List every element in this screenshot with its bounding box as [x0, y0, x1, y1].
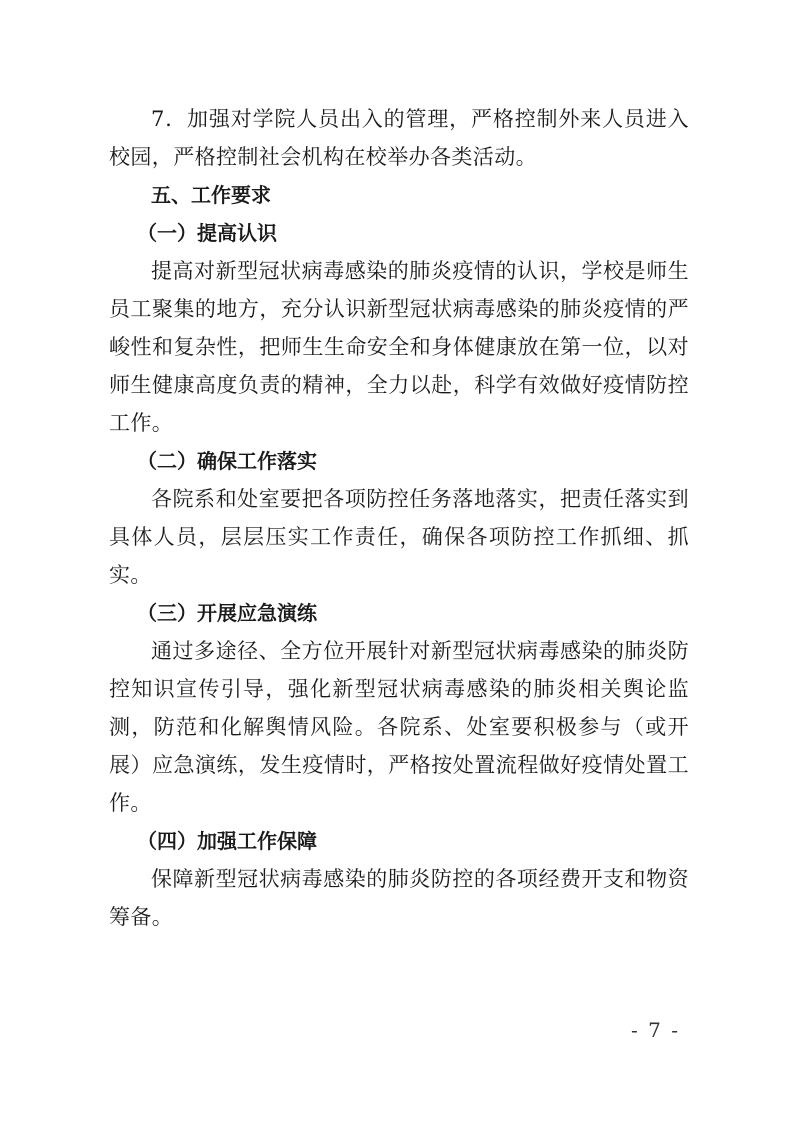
paragraph-raise-awareness: 提高对新型冠状病毒感染的肺炎疫情的认识，学校是师生员工聚集的地方，充分认识新型冠状病毒感染的肺炎疫情的严峻性和复杂性，把师生生命安全和身体健康放在第一位，以对师生健康高度负责的精神，全力以赴，科学有效做好疫情防控工作。	[109, 259, 689, 435]
paragraph-emergency-drills: 通过多途径、全方位开展针对新型冠状病毒感染的肺炎防控知识宣传引导，强化新型冠状病毒感染的肺炎相关舆论监测，防范和化解舆情风险。各院系、处室要积极参与（或开展）应急演练，发生疫情时，严格按处置流程做好疫情处置工作。	[109, 639, 689, 815]
paragraph-work-guarantee: 保障新型冠状病毒感染的肺炎防控的各项经费开支和物资筹备。	[109, 867, 689, 929]
paragraph-item-7: 7．加强对学院人员出入的管理，严格控制外来人员进入校园，严格控制社会机构在校举办各类活动。	[109, 107, 689, 169]
section-heading-work-requirements: 五、工作要求	[151, 183, 271, 207]
paragraph-ensure-implementation: 各院系和处室要把各项防控任务落地落实，把责任落实到具体人员，层层压实工作责任，确保各项防控工作抓细、抓实。	[109, 487, 689, 587]
document-body	[109, 100, 689, 936]
page-number: - 7 -	[631, 1018, 680, 1042]
subheading-ensure-implementation: （二）确保工作落实	[137, 449, 317, 473]
subheading-raise-awareness: （一）提高认识	[137, 221, 277, 245]
subheading-emergency-drills: （三）开展应急演练	[137, 601, 317, 625]
subheading-work-guarantee: （四）加强工作保障	[137, 829, 317, 853]
